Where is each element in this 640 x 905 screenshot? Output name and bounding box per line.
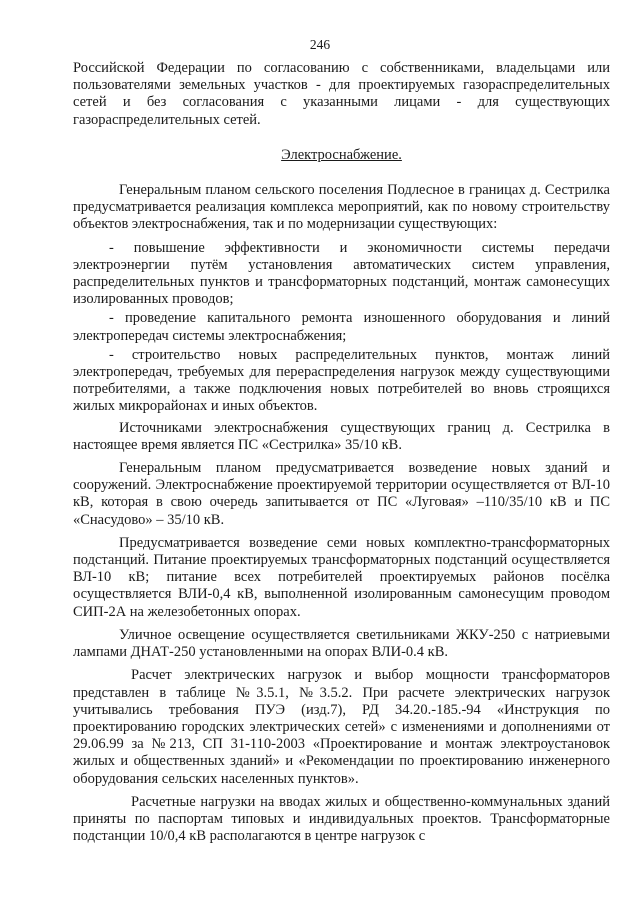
list-item: - строительство новых распределительных пунктов, монтаж линий электропередач, требуемых для перераспределения нагрузок между существующими потребителями, а также подключения новых потребителей во вновь строящихся жилых микрорайонах и иных объектов. [73, 346, 610, 415]
page-number: 246 [309, 37, 331, 52]
paragraph-load-calculation: Расчет электрических нагрузок и выбор мощности трансформаторов представлен в таблице №3.5.1, №3.5.2. При расчете электрических нагрузок учитывались требования ПУЭ (изд.7), РД 34.20.-185.-94 «Инструкция по проектированию городских электрических сетей» с изменениями и дополнениями от 29.06.99 за №213, СП 31-110-2003 «Проектирование и монтаж электроустановок жилых и общественных зданий» и «Рекомендации по проектированию инженерного оборудования сельских населенных пунктов». [73, 667, 610, 787]
paragraph-substations: Предусматривается возведение семи новых комплектно-трансформаторных подстанций. Питание проектируемых трансформаторных подстанций осуществляется ВЛ-10 кВ; питание всех потребителей проектируемых районов посёлка осуществляется ВЛИ-0,4 кВ, выполненной изолированным самонесущим проводом СИП-2А на железобетонных опорах. [73, 534, 610, 620]
paragraph-new-buildings: Генеральным планом предусматривается возведение новых зданий и сооружений. Электроснабжение проектируемой территории осуществляется от ВЛ-10 кВ, которая в свою очередь запитывается от ПС «Луговая» –110/35/10 кВ и ПС «Снасудово» – 35/10 кВ. [73, 460, 610, 528]
paragraph-continuation: Российской Федерации по согласованию с собственниками, владельцами или пользователями земельных участков - для проектируемых газораспределительных сетей и без согласования с указанными лицами - для существующих газораспределительных сетей. [73, 60, 610, 128]
list-item: - проведение капитального ремонта изношенного оборудования и линий электропередач системы электроснабжения; [73, 310, 610, 344]
paragraph-intro: Генеральным планом сельского поселения Подлесное в границах д. Сестрилка предусматривается реализация комплекса мероприятий, как по новому строительству объектов электроснабжения, так и по модернизации существующих: [73, 182, 610, 233]
paragraph-sources: Источниками электроснабжения существующих границ д. Сестрилка в настоящее время является ПС «Сестрилка» 35/10 кВ. [73, 419, 610, 453]
section-heading: Электроснабжение. [281, 146, 402, 163]
document-body [73, 60, 610, 851]
list-item: - повышение эффективности и экономичности системы передачи электроэнергии путём установления автоматических систем управления, распределительных пунктов и трансформаторных подстанций, монтаж самонесущих изолированных проводов; [73, 239, 610, 308]
paragraph-street-lighting: Уличное освещение осуществляется светильниками ЖКУ-250 с натриевыми лампами ДНАТ-250 установленными на опорах ВЛИ-0.4 кВ. [73, 626, 610, 661]
paragraph-design-loads: Расчетные нагрузки на вводах жилых и общественно-коммунальных зданий приняты по паспортам типовых и индивидуальных проектов. Трансформаторные подстанции 10/0,4 кВ располагаются в центре нагрузок с [73, 793, 610, 845]
